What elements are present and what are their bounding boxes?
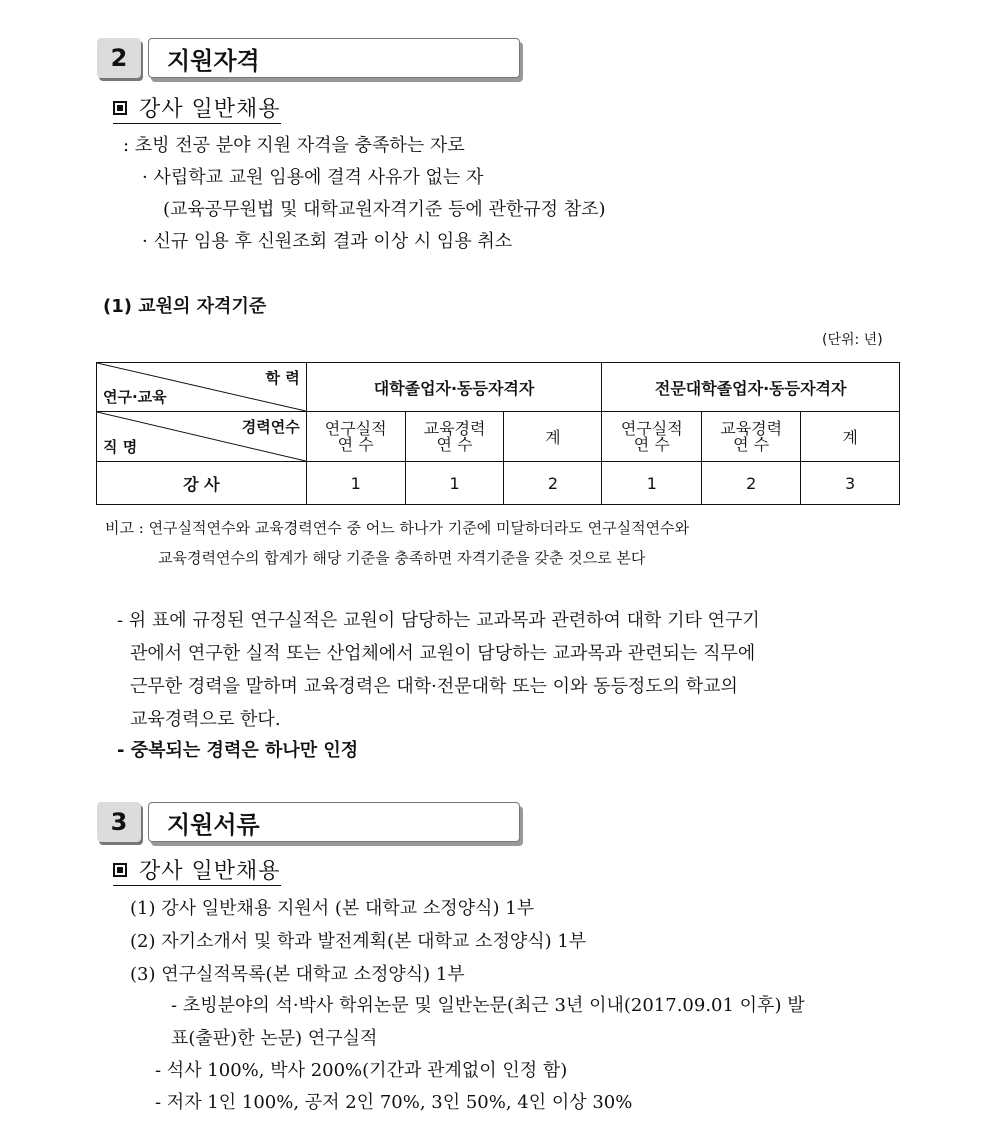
table-cell: 1 bbox=[306, 462, 405, 505]
col-research-years-2: 연구실적 연 수 bbox=[602, 412, 702, 462]
row-label-lecturer: 강 사 bbox=[97, 462, 307, 505]
bullet-1: · 사립학교 교원 임용에 결격 사유가 없는 자 bbox=[142, 167, 484, 188]
doc-item-2: (2) 자기소개서 및 학과 발전계획(본 대학교 소정양식) 1부 bbox=[130, 931, 587, 952]
qualification-table bbox=[96, 362, 900, 505]
square-bullet-icon bbox=[113, 101, 127, 115]
section-number-2: 2 bbox=[97, 38, 141, 78]
corner-title-label: 직 명 bbox=[103, 438, 138, 456]
section-title-2: 지원자격 bbox=[148, 38, 520, 78]
doc-item-1: (1) 강사 일반채용 지원서 (본 대학교 소정양식) 1부 bbox=[130, 898, 535, 919]
square-bullet-icon bbox=[113, 863, 127, 877]
intro-line: : 초빙 전공 분야 지원 자격을 충족하는 자로 bbox=[123, 135, 465, 156]
para-line-2: 관에서 연구한 실적 또는 산업체에서 교원이 담당하는 교과목과 관련되는 직무에 bbox=[130, 643, 756, 664]
table-cell: 1 bbox=[405, 462, 504, 505]
group-university: 대학졸업자·동등자격자 bbox=[306, 363, 602, 412]
col-teaching-years-2: 교육경력 연 수 bbox=[702, 412, 801, 462]
col-total-1: 계 bbox=[504, 412, 602, 462]
doc-sub-1-line-1: - 초빙분야의 석·박사 학위논문 및 일반논문(최근 3년 이내(2017.09.01 이후) 발 bbox=[171, 995, 805, 1016]
table-cell: 2 bbox=[504, 462, 602, 505]
para-line-4: 교육경력으로 한다. bbox=[130, 709, 281, 730]
para-line-1: - 위 표에 규정된 연구실적은 교원이 담당하는 교과목과 관련하여 대학 기타 연구기 bbox=[117, 610, 760, 631]
doc-sub-1-line-2: 표(출판)한 논문) 연구실적 bbox=[171, 1028, 378, 1049]
table-cell: 3 bbox=[801, 462, 900, 505]
subheading-lecturer-2 bbox=[113, 92, 281, 123]
subheading-lecturer-3 bbox=[113, 854, 281, 885]
table-cell: 2 bbox=[702, 462, 801, 505]
col-research-years-1: 연구실적 연 수 bbox=[306, 412, 405, 462]
subheading-text: 강사 일반채용 bbox=[139, 859, 281, 884]
bullet-2: · 신규 임용 후 신원조회 결과 이상 시 임용 취소 bbox=[142, 231, 513, 252]
table-cell: 1 bbox=[602, 462, 702, 505]
doc-item-3: (3) 연구실적목록(본 대학교 소정양식) 1부 bbox=[130, 964, 465, 985]
doc-sub-3: - 저자 1인 100%, 공저 2인 70%, 3인 50%, 4인 이상 30% bbox=[155, 1092, 633, 1113]
table-corner-top bbox=[97, 363, 307, 412]
subheading-text: 강사 일반채용 bbox=[139, 97, 281, 122]
remark-line-1: 비고 : 연구실적연수와 교육경력연수 중 어느 하나가 기준에 미달하더라도 연구실적연수와 bbox=[105, 519, 690, 537]
table-corner-bottom bbox=[97, 412, 307, 462]
col-total-2: 계 bbox=[801, 412, 900, 462]
corner-degree-label: 학 력 bbox=[265, 369, 300, 387]
col-teaching-years-1: 교육경력 연 수 bbox=[405, 412, 504, 462]
bullet-1-note: (교육공무원법 및 대학교원자격기준 등에 관한규정 참조) bbox=[163, 199, 606, 220]
para-bold-line: - 중복되는 경력은 하나만 인정 bbox=[117, 740, 359, 761]
corner-research-label: 연구·교육 bbox=[103, 388, 167, 406]
corner-career-label: 경력연수 bbox=[241, 418, 300, 436]
group-college: 전문대학졸업자·동등자격자 bbox=[602, 363, 900, 412]
para-line-3: 근무한 경력을 말하며 교육경력은 대학·전문대학 또는 이와 동등정도의 학교의 bbox=[130, 676, 738, 697]
remark-line-2: 교육경력연수의 합계가 해당 기준을 충족하면 자격기준을 갖춘 것으로 본다 bbox=[158, 549, 646, 567]
unit-label: (단위: 년) bbox=[822, 332, 883, 348]
section-number-3: 3 bbox=[97, 802, 141, 842]
doc-sub-2: - 석사 100%, 박사 200%(기간과 관계없이 인정 함) bbox=[155, 1060, 568, 1081]
table-title: (1) 교원의 자격기준 bbox=[103, 296, 267, 317]
section-title-3: 지원서류 bbox=[148, 802, 520, 842]
